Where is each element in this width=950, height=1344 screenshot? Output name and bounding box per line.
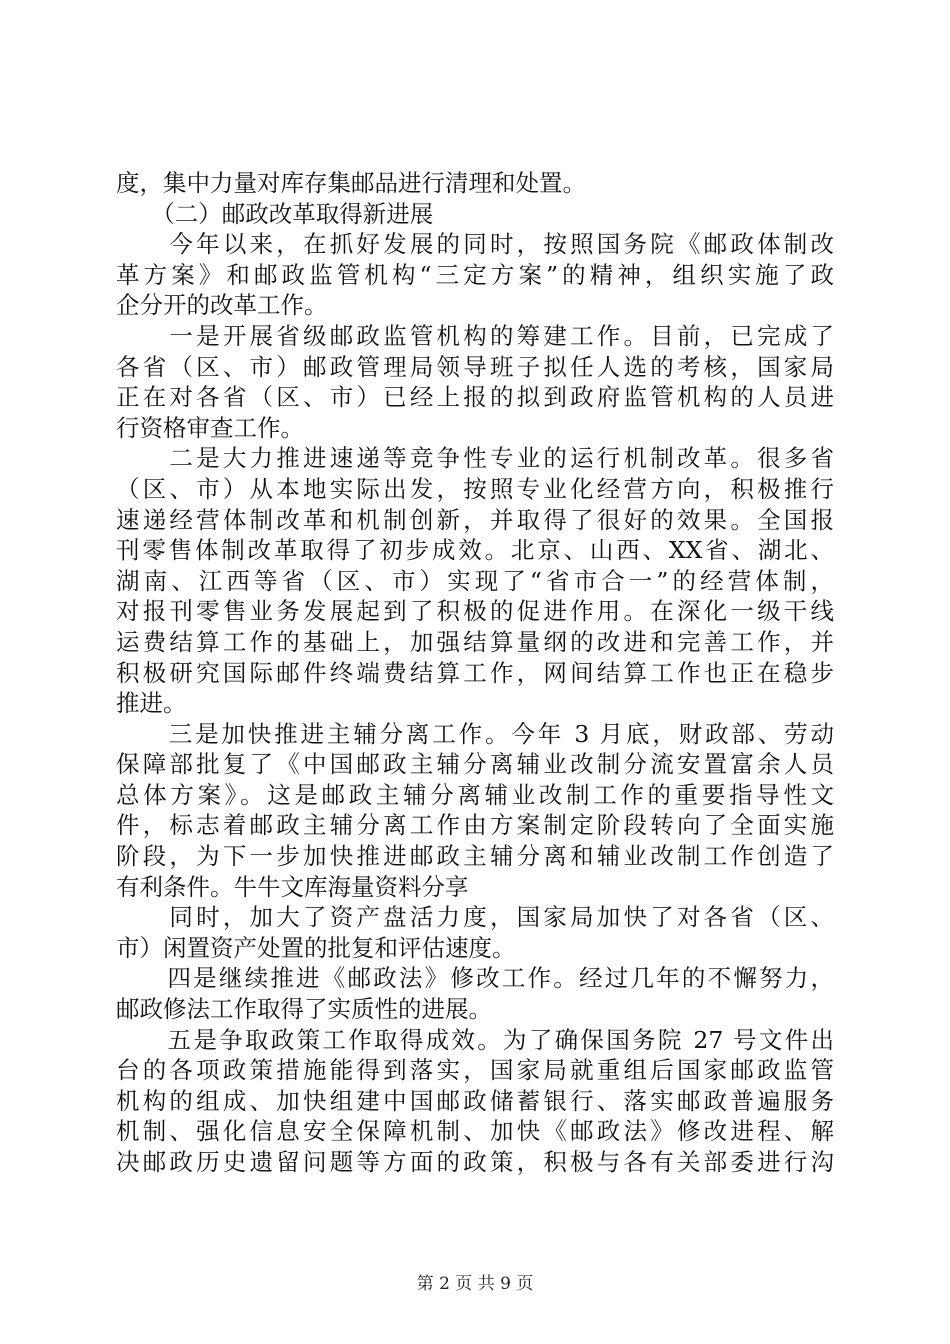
text-line: 台的各项政策措施能得到落实，国家局就重组后国家邮政监管	[116, 1056, 834, 1085]
text-line: 对报刊零售业务发展起到了积极的促进作用。在深化一级干线	[116, 597, 834, 626]
text-line: 一是开展省级邮政监管机构的筹建工作。目前，已完成了	[116, 321, 834, 350]
text-line: 有利条件。牛牛文库海量资料分享	[116, 872, 469, 901]
text-line: 今年以来，在抓好发展的同时，按照国务院《邮政体制改	[116, 230, 834, 259]
text-line: 阶段，为下一步加快推进邮政主辅分离和辅业改制工作创造了	[116, 842, 834, 871]
text-line: 行资格审查工作。	[116, 413, 304, 442]
text-line: 机构的组成、加快组建中国邮政储蓄银行、落实邮政普遍服务	[116, 1086, 834, 1115]
text-line: 同时，加大了资产盘活力度，国家局加快了对各省（区、	[116, 903, 834, 932]
text-line: 总体方案》。这是邮政主辅分离辅业改制工作的重要指导性文	[116, 780, 834, 809]
text-line: 正在对各省（区、市）已经上报的拟到政府监管机构的人员进	[116, 383, 834, 412]
text-line: 件，标志着邮政主辅分离工作由方案制定阶段转向了全面实施	[116, 811, 834, 840]
text-line: 企分开的改革工作。	[116, 291, 328, 320]
text-line: 三是加快推进主辅分离工作。今年 3 月底，财政部、劳动	[116, 719, 834, 748]
text-line: 运费结算工作的基础上，加强结算量纲的改进和完善工作，并	[116, 627, 834, 656]
text-line: 机制、强化信息安全保障机制、加快《邮政法》修改进程、解	[116, 1117, 834, 1146]
text-line: 积极研究国际邮件终端费结算工作，网间结算工作也正在稳步	[116, 658, 834, 687]
text-line: 市）闲置资产处置的批复和评估速度。	[116, 933, 516, 962]
document-body	[116, 168, 834, 1178]
text-line: 革方案》和邮政监管机构“三定方案”的精神，组织实施了政	[116, 260, 834, 289]
text-line: 湖南、江西等省（区、市）实现了“省市合一”的经营体制，	[116, 566, 834, 595]
text-line: 度，集中力量对库存集邮品进行清理和处置。	[116, 169, 586, 197]
page-number-footer: 第 2 页 共 9 页	[416, 1274, 534, 1294]
text-line: 刊零售体制改革取得了初步成效。北京、山西、XX省、湖北、	[116, 536, 834, 565]
text-line: 四是继续推进《邮政法》修改工作。经过几年的不懈努力，	[116, 964, 834, 993]
text-line: 保障部批复了《中国邮政主辅分离辅业改制分流安置富余人员	[116, 750, 834, 779]
text-line: 决邮政历史遗留问题等方面的政策，积极与各有关部委进行沟	[116, 1148, 834, 1176]
text-line: 各省（区、市）邮政管理局领导班子拟任人选的考核，国家局	[116, 352, 834, 381]
text-line: 二是大力推进速递等竞争性专业的运行机制改革。很多省	[116, 444, 834, 473]
text-line: 推进。	[116, 689, 187, 718]
text-line: （区、市）从本地实际出发，按照专业化经营方向，积极推行	[116, 474, 834, 503]
text-line: 速递经营体制改革和机制创新，并取得了很好的效果。全国报	[116, 505, 834, 534]
text-line: 五是争取政策工作取得成效。为了确保国务院 27 号文件出	[116, 1025, 834, 1054]
text-line: （二）邮政改革取得新进展	[116, 199, 434, 228]
text-line: 邮政修法工作取得了实质性的进展。	[116, 995, 492, 1024]
